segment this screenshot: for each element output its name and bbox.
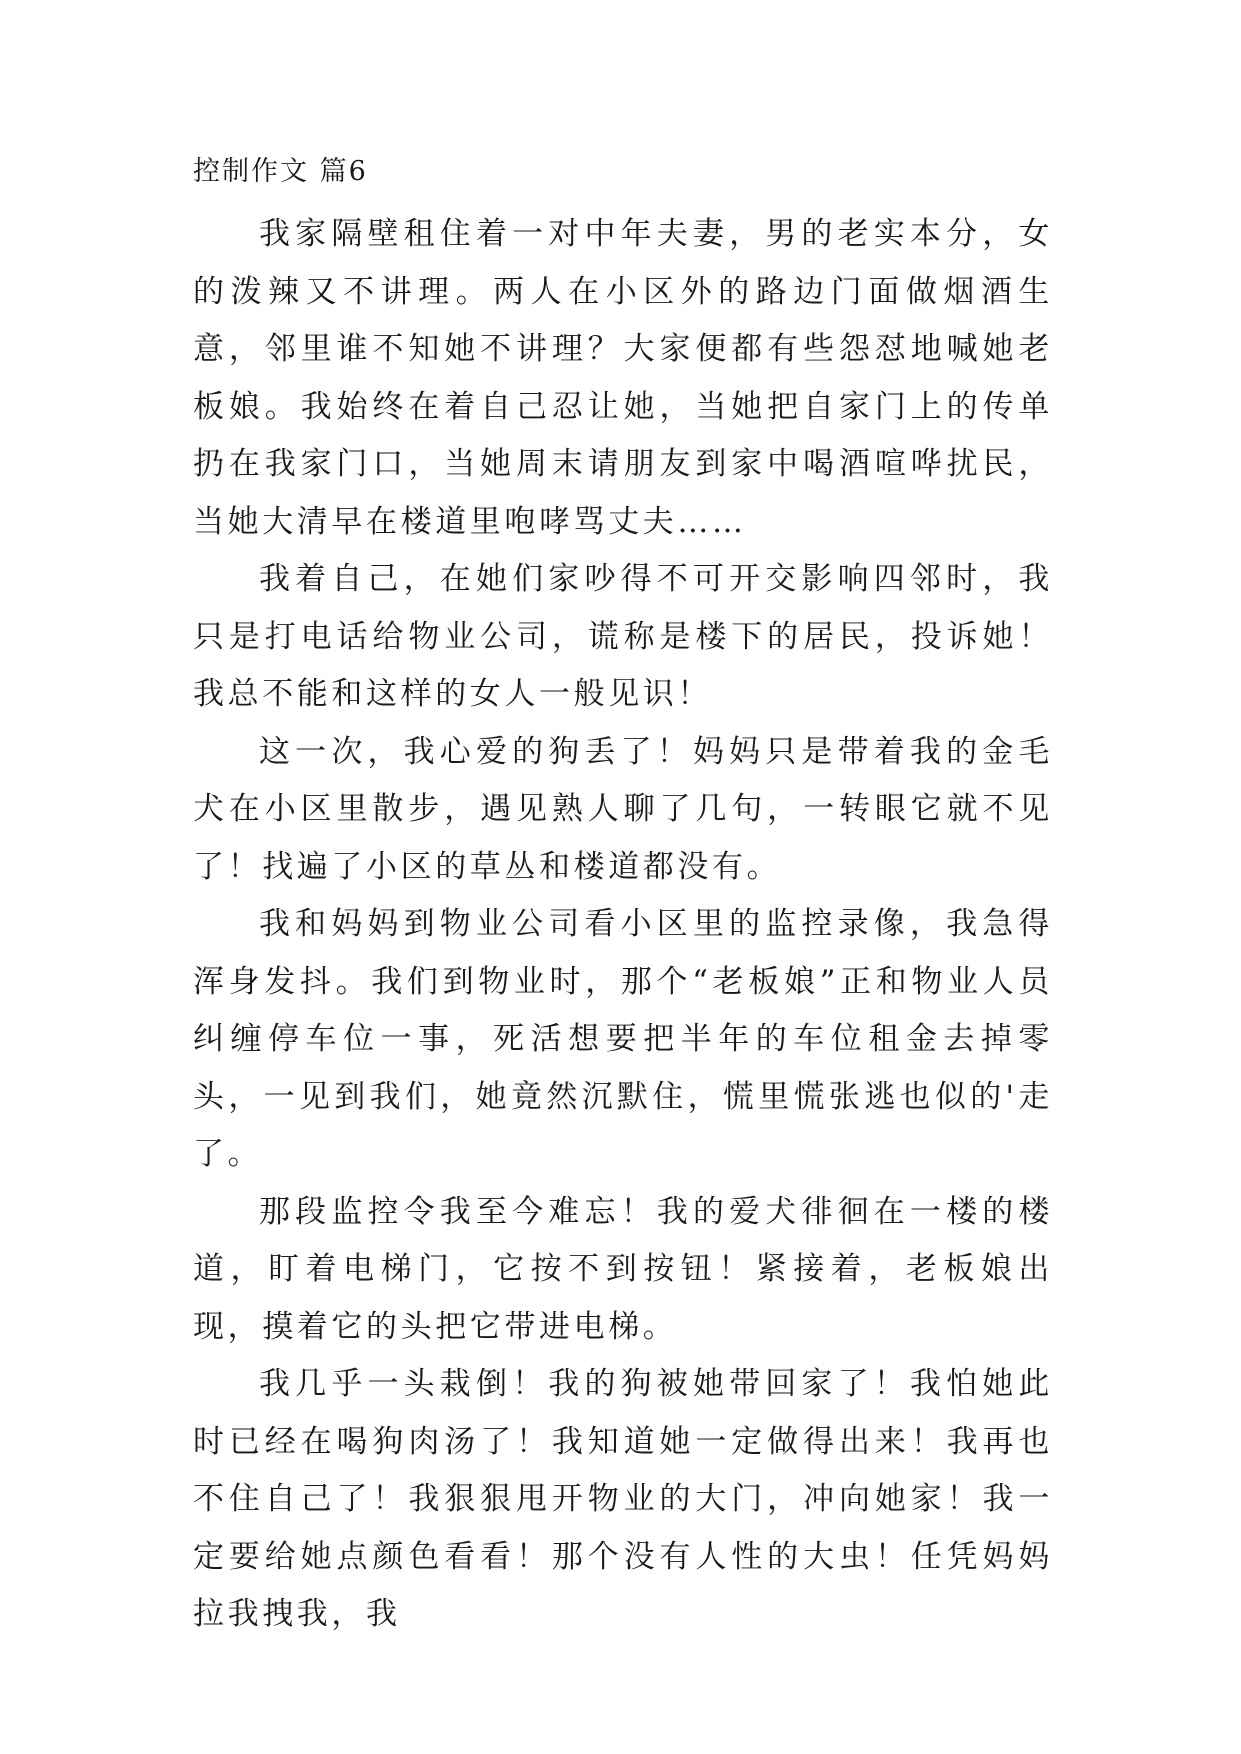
paragraph-2: 我着自己，在她们家吵得不可开交影响四邻时，我只是打电话给物业公司，谎称是楼下的居民，投诉她！我总不能和这样的女人一般见识！ [193,561,1053,712]
paragraph-6: 我几乎一头栽倒！我的狗被她带回家了！我怕她此时已经在喝狗肉汤了！我知道她一定做得出来！我再也不住自己了！我狠狠甩开物业的大门，冲向她家！我一定要给她点颜色看看！那个没有人性的大虫！任凭妈妈拉我拽我，我 [193,1366,1053,1632]
paragraph-1: 我家隔壁租住着一对中年夫妻，男的老实本分，女的泼辣又不讲理。两人在小区外的路边门面做烟酒生意，邻里谁不知她不讲理？大家便都有些怨怼地喊她老板娘。我始终在着自己忍让她，当她把自家门上的传单扔在我家门口，当她周末请朋友到家中喝酒喧哗扰民，当她大清早在楼道里咆哮骂丈夫…… [193,216,1053,540]
paragraph-3: 这一次，我心爱的狗丢了！妈妈只是带着我的金毛犬在小区里散步，遇见熟人聊了几句，一转眼它就不见了！找遍了小区的草丛和楼道都没有。 [193,733,1053,885]
document-title: 控制作文 篇6 [193,156,368,187]
paragraph-5: 那段监控令我至今难忘！我的爱犬徘徊在一楼的楼道，盯着电梯门，它按不到按钮！紧接着，老板娘出现，摸着它的头把它带进电梯。 [193,1193,1053,1345]
paragraph-4: 我和妈妈到物业公司看小区里的监控录像，我急得浑身发抖。我们到物业时，那个“老板娘”正和物业人员纠缠停车位一事，死活想要把半年的车位租金去掉零头，一见到我们，她竟然沉默住，慌里慌张逃也似的'走了。 [193,906,1053,1172]
document-page [193,150,1053,1644]
